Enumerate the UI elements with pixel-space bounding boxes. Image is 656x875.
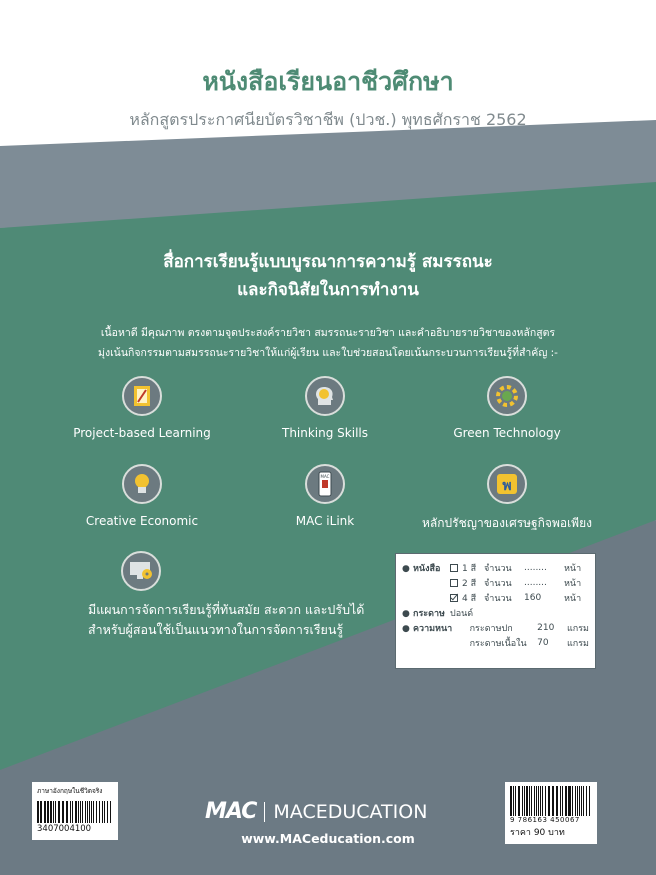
spec-count-label: จำนวน <box>484 563 512 574</box>
book-title: หนังสือเรียนอาชีวศึกษา <box>202 67 454 96</box>
barcode-bar <box>55 801 56 823</box>
spec-row-inner <box>402 635 589 650</box>
spec-inner-label: กระดาษเนื้อใน <box>469 638 527 649</box>
left-barcode-number: 3407004100 <box>37 824 92 834</box>
barcode-bar <box>82 801 84 823</box>
barcode-bar <box>538 786 539 816</box>
monitor-cd-icon <box>121 551 161 591</box>
checkbox-2-color <box>450 579 458 587</box>
spec-gram-unit: แกรม <box>566 623 589 634</box>
barcode-bar <box>581 786 582 816</box>
feature-label: MAC iLink <box>295 514 355 528</box>
spec-cover-value: 210 <box>537 622 555 633</box>
barcode-bar <box>531 786 532 816</box>
spec-row-color-2 <box>402 575 589 590</box>
barcode-bar <box>524 786 525 816</box>
print-spec-box <box>395 553 596 669</box>
barcode-bar <box>91 801 92 823</box>
barcode-bar <box>110 801 111 823</box>
barcode-bar <box>548 786 550 816</box>
barcode-bar <box>89 801 91 823</box>
feature-mac-ilink <box>235 464 415 528</box>
spec-page-value: ........ <box>524 577 547 588</box>
barcode-bar <box>577 786 578 816</box>
feature-label: Creative Economic <box>85 514 199 528</box>
feature-creative-economic <box>52 464 232 528</box>
barcode-bar <box>41 801 42 823</box>
spec-paper-value: ปอนด์ <box>450 608 474 619</box>
spec-page-unit: หน้า <box>564 563 582 574</box>
spec-page-value: ........ <box>524 562 547 573</box>
barcode-bar <box>583 786 584 816</box>
emblem-icon-text: พ <box>502 478 512 494</box>
barcode-bar <box>47 801 48 823</box>
lesson-plan-text <box>88 600 364 640</box>
feature-green-technology <box>417 376 597 440</box>
headline <box>0 248 656 304</box>
spec-color-count: 4 สี <box>462 593 477 604</box>
barcode-bar <box>85 801 86 823</box>
barcode-bar <box>48 801 49 823</box>
barcode-bar <box>75 801 77 823</box>
spec-count-label: จำนวน <box>484 578 512 589</box>
description <box>0 323 656 363</box>
barcode-bar <box>70 801 71 823</box>
barcode-bar <box>540 786 542 816</box>
barcode-bar <box>72 801 73 823</box>
barcode-bar <box>518 786 520 816</box>
feature-sufficiency-economy <box>417 464 597 533</box>
barcode-bar <box>534 786 536 816</box>
description-line-1: เนื้อหาดี มีคุณภาพ ตรงตามจุดประสงค์รายวิชา สมรรถนะรายวิชา และคำอธิบายรายวิชาของหลักสูตร <box>100 327 556 339</box>
spec-inner-value: 70 <box>537 637 549 648</box>
barcode-bar <box>529 786 530 816</box>
barcode-bar <box>569 786 570 816</box>
spec-row-paper <box>402 605 589 620</box>
spec-book-label: ● หนังสือ <box>402 563 441 574</box>
mac-logo-mark: MAC <box>205 799 257 824</box>
barcode-bar <box>542 786 543 816</box>
spec-color-count: 1 สี <box>462 563 477 574</box>
barcode-bar <box>58 801 60 823</box>
barcode-bar <box>556 786 558 816</box>
spec-color-count: 2 สี <box>462 578 477 589</box>
spec-row-color-1 <box>402 560 589 575</box>
lightbulb-icon <box>122 464 162 504</box>
lesson-plan-line-1: มีแผนการจัดการเรียนรู้ที่ทันสมัย สะดวก และปรับได้ <box>88 602 365 617</box>
barcode-bar <box>44 801 46 823</box>
spec-paper-label: ● กระดาษ <box>402 608 445 619</box>
barcode-bar <box>63 801 64 823</box>
spec-page-unit: หน้า <box>564 578 582 589</box>
barcode-bar <box>579 786 581 816</box>
barcode-bar <box>62 801 63 823</box>
barcode-bar <box>536 786 537 816</box>
barcode-bar <box>560 786 561 816</box>
phone-qr-icon <box>305 464 345 504</box>
mac-education-wordmark: MACEDUCATION <box>273 800 428 823</box>
barcode-bar <box>515 786 516 816</box>
spec-count-label: จำนวน <box>484 593 512 604</box>
barcode-bar <box>589 786 590 816</box>
barcode-bar <box>102 801 103 823</box>
barcode-bar <box>553 786 554 816</box>
lesson-plan-line-2: สำหรับผู้สอนใช้เป็นแนวทางในการจัดการเรียนรู้ <box>88 622 344 637</box>
website-url: www.MACeducation.com <box>241 831 415 846</box>
headline-line-2: และกิจนิสัยในการทำงาน <box>237 280 419 300</box>
feature-label: Thinking Skills <box>281 426 368 440</box>
spec-row-thickness <box>402 620 589 635</box>
checkbox-1-color <box>450 564 458 572</box>
mac-education-logo <box>205 799 427 824</box>
barcode-bar <box>66 801 68 823</box>
barcode-bar <box>522 786 523 816</box>
barcode-bar <box>513 786 514 816</box>
feature-label: Green Technology <box>453 426 561 440</box>
sufficiency-emblem-icon <box>487 464 527 504</box>
checkbox-4-color-checked <box>450 594 458 602</box>
barcode-bar <box>78 801 79 823</box>
spec-page-unit: หน้า <box>564 593 582 604</box>
project-book-icon <box>122 376 162 416</box>
barcode-bar <box>526 786 528 816</box>
logo-separator <box>264 802 265 822</box>
brain-head-icon <box>305 376 345 416</box>
barcode-bar <box>545 786 546 816</box>
description-line-2: มุ่งเน้นกิจกรรมตามสมรรถนะรายวิชาให้แก่ผู้เรียน และใบช่วยสอนโดยเน้นกระบวนการเรียนรู้ที่สำคัญ :- <box>98 347 558 359</box>
barcode-bar <box>40 801 41 823</box>
green-gear-icon <box>487 376 527 416</box>
spec-row-color-4 <box>402 590 589 605</box>
spec-page-value: 160 <box>524 592 542 603</box>
spec-cover-label: กระดาษปก <box>469 623 513 634</box>
feature-project-based-learning <box>52 376 232 440</box>
isbn-barcode-bars <box>510 786 592 816</box>
barcode-bar <box>96 801 98 823</box>
book-subtitle: หลักสูตรประกาศนียบัตรวิชาชีพ (ปวช.) พุทธศักราช 2562 <box>129 110 527 129</box>
barcode-bar <box>99 801 100 823</box>
barcode-bar <box>37 801 39 823</box>
barcode-bar <box>53 801 54 823</box>
barcode-bar <box>575 786 576 816</box>
barcode-bar <box>586 786 588 816</box>
barcode-bar <box>568 786 569 816</box>
barcode-bar <box>510 786 512 816</box>
headline-line-1: สื่อการเรียนรู้แบบบูรณาการความรู้ สมรรถนะ <box>163 252 493 272</box>
mac-icon-text: MAC <box>320 474 330 479</box>
barcode-bar <box>565 786 567 816</box>
feature-thinking-skills <box>235 376 415 440</box>
isbn-number: 9 786163 450067 <box>510 816 580 824</box>
feature-label: Project-based Learning <box>73 426 211 440</box>
left-barcode-caption: ภาษาอังกฤษในชีวิตจริง <box>37 787 103 795</box>
spec-thickness-label: ● ความหนา <box>402 623 453 634</box>
feature-label: หลักปรัชญาของเศรษฐกิจพอเพียง <box>422 516 592 530</box>
barcode-bar <box>104 801 106 823</box>
barcode-bar <box>562 786 563 816</box>
price: ราคา 90 บาท <box>510 828 565 838</box>
spec-gram-unit: แกรม <box>566 638 589 649</box>
barcode-bar <box>107 801 108 823</box>
barcode-bar <box>87 801 88 823</box>
barcode-bar <box>80 801 81 823</box>
barcode-bar <box>552 786 553 816</box>
barcode-bar <box>50 801 52 823</box>
barcode-bar <box>572 786 574 816</box>
barcode-bar <box>93 801 94 823</box>
left-barcode-bars <box>37 801 113 823</box>
